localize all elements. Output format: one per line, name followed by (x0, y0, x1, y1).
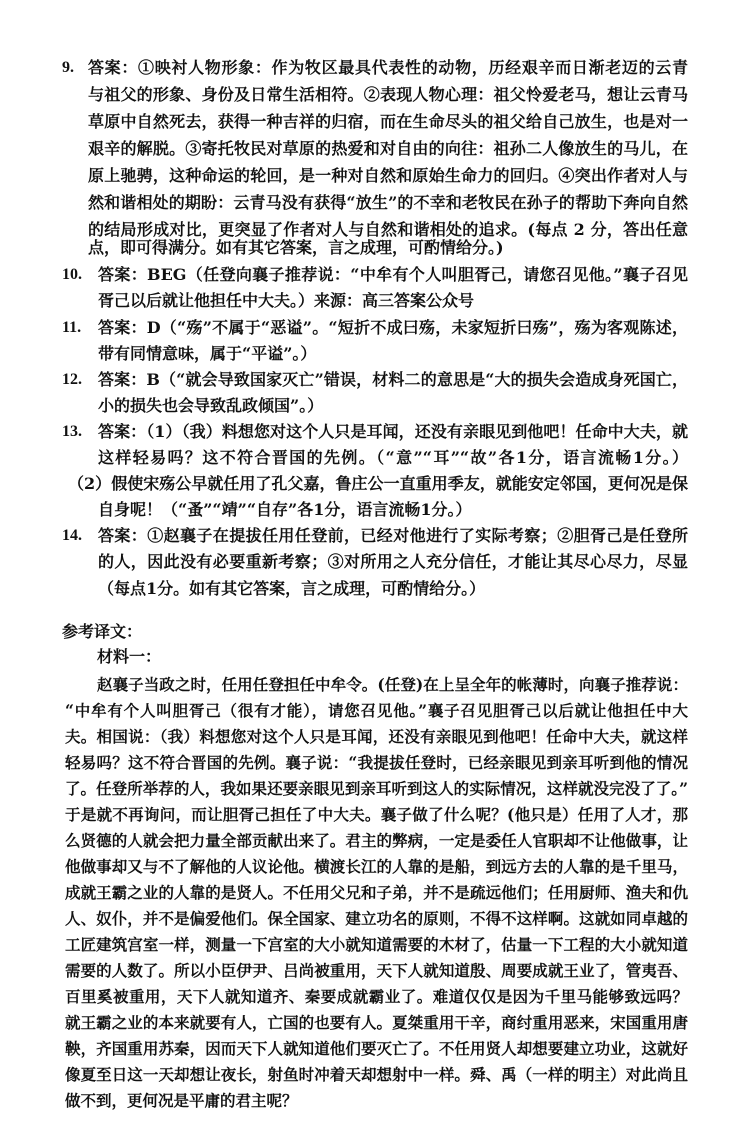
answer-line: 带有同情意味，属于“平谥”。） (98, 344, 317, 363)
question-number: 10. (62, 266, 82, 283)
answer-line: 与祖父的形象、身份及日常生活相符。②表现人物心理：祖父怜爱老马，想让云青马 (88, 85, 688, 104)
translation-line: 做不到，更何况是平庸的君主呢？ (65, 1091, 298, 1110)
translation-line: 了。任登所举荐的人，我如果还要亲眼见到亲耳听到这人的实际情况，这样就没完没了了。” (65, 779, 688, 798)
answer-line: 点，即可得满分。如有其它答案，言之成理，可酌情给分。) (88, 238, 504, 257)
translation-line: 赵襄子当政之时，任用任登担任中牟令。(任登)在上呈全年的帐薄时，向襄子推荐说： (97, 675, 688, 694)
question-number: 11. (62, 319, 82, 336)
answer-line: 艰辛的解脱。③寄托牧民对草原的热爱和对自由的向往：祖孙二人像放生的马儿，在 (88, 139, 688, 158)
answer-line: 的结局形成对比，更突显了作者对人与自然和谐相处的追求。(每点 2 分，答出任意 (88, 220, 688, 239)
answer-line: （2）假使宋殇公早就任用了孔父嘉，鲁庄公一直重用季友，就能安定邻国，更何况是保 (68, 474, 688, 493)
translation-line: 夫。相国说：（我）料想您对这个人只是耳闻，还没有亲眼见到他吧！任命中大夫，就这样 (65, 727, 688, 746)
question-number: 12. (62, 371, 82, 388)
material-heading: 材料一： (97, 647, 162, 666)
translation-line: 百里奚被重用，天下人就知道齐、秦要成就霸业了。难道仅仅是因为千里马能够致远吗？ (65, 987, 688, 1006)
translation-line: 于是就不再询问，而让胆胥己担任了中大夫。襄子做了什么呢？(他只是）任用了人才，那 (65, 805, 688, 824)
answer-line: 胥己以后就让他担任中大夫。）来源：高三答案公众号 (98, 291, 475, 310)
answer-line: 的人，因此没有必要重新考察；③对所用之人充分信任，才能让其尽心尽力，尽显 (98, 552, 688, 571)
answer-line: 原上驰骋，这种命运的轮回，是一种对自然和原始生命力的回归。④突出作者对人与 (88, 166, 688, 185)
answer-line: 答案：①映衬人物形象：作为牧区最具代表性的动物，历经艰辛而日渐老迈的云青 (88, 58, 688, 77)
translation-heading: 参考译文： (62, 622, 143, 641)
question-number: 13. (62, 423, 82, 440)
translation-line: 像夏至日这一天却想让夜长，射鱼时冲着天却想射中一样。舜、禹（一样的明主）对此尚且 (65, 1065, 688, 1084)
answer-line: 草原中自然死去，获得一种吉祥的归宿，而在生命尽头的祖父给自己放生，也是对一 (88, 112, 688, 131)
answer-line: 自身呢！（“蚤”“靖”“自存”各1分，语言流畅1分。） (98, 500, 472, 519)
translation-line: 就王霸之业的本来就要有人，亡国的也要有人。夏桀重用干辛，商纣重用恶来，宋国重用唐 (65, 1013, 688, 1032)
translation-line: 工匠建筑宫室一样，测量一下宫室的大小就知道需要的木材了，估量一下工程的大小就知道 (65, 935, 688, 954)
translation-line: 鞅，齐国重用苏秦，因而天下人就知道他们要灭亡了。不任用贤人却想要建立功业，这就好 (65, 1039, 688, 1058)
answer-line: 答案：BEG（任登向襄子推荐说：“中牟有个人叫胆胥己，请您召见他。”襄子召见 (98, 265, 688, 284)
translation-line: “中牟有个人叫胆胥己（很有才能），请您召见他。”襄子召见胆胥己以后就让他担任中大 (65, 701, 688, 720)
translation-line: 需要的人数了。所以小臣伊尹、吕尚被重用，天下人就知道殷、周要成就王业了，管夷吾、 (65, 961, 688, 980)
translation-line: 他做事却又与不了解他的人议论他。横渡长江的人靠的是船，到远方去的人靠的是千里马， (65, 857, 688, 876)
answer-line: 答案：①赵襄子在提拔任用任登前，已经对他进行了实际考察；②胆胥己是任登所 (98, 526, 688, 545)
answer-line: 答案：（1）（我）料想您对这个人只是耳闻，还没有亲眼见到他吧！任命中大夫，就 (98, 422, 688, 441)
answer-line: 答案：B（“就会导致国家灭亡”错误，材料二的意思是“大的损失会造成身死国亡， (98, 370, 688, 389)
answer-line: 小的损失也会导致乱政倾国”。） (98, 396, 324, 415)
answer-line: 答案：D（“殇”不属于“恶谥”。“短折不成曰殇，未家短折曰殇”，殇为客观陈述， (98, 318, 688, 337)
question-number: 9. (62, 59, 74, 76)
question-number: 14. (62, 527, 82, 544)
translation-line: 人、奴仆，并不是偏爱他们。保全国家、建立功名的原则，不得不这样啊。这就如同卓越的 (65, 909, 688, 928)
answer-line: 然和谐相处的期盼：云青马没有获得“放生”的不幸和老牧民在孙子的帮助下奔向自然 (88, 193, 688, 212)
answer-line: （每点1分。如有其它答案，言之成理，可酌情给分。） (98, 579, 486, 598)
translation-line: 么贤德的人就会把力量全部贡献出来了。君主的弊病，一定是委任人官职却不让他做事，让 (65, 831, 688, 850)
answer-line: 这样轻易吗？这不符合晋国的先例。（“意”“耳”“故”各1分，语言流畅1分。） (98, 448, 688, 467)
translation-line: 成就王霸之业的人靠的是贤人。不任用父兄和子弟，并不是疏远他们；任用厨师、渔夫和仇 (65, 883, 688, 902)
translation-line: 轻易吗？这不符合晋国的先例。襄子说：“我提拔任登时，已经亲眼见到亲耳听到他的情况 (65, 753, 688, 772)
